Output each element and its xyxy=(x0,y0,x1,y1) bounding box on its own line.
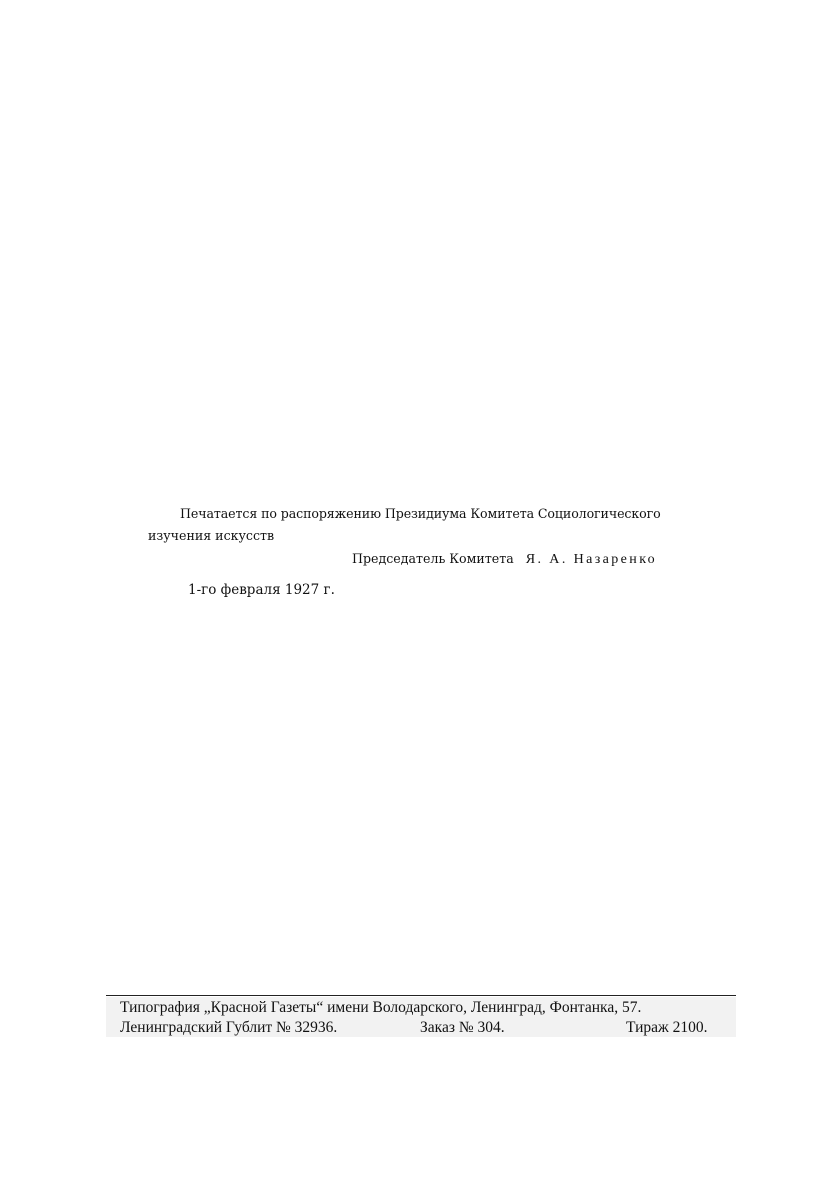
chairman-name: Я. А. Назаренко xyxy=(525,552,658,567)
imprint-divider xyxy=(106,995,736,996)
chairman-signature-line xyxy=(352,551,657,568)
gublit-number: Ленинградский Гублит № 32936. xyxy=(120,1019,338,1036)
approval-date: 1-го февраля 1927 г. xyxy=(188,582,335,598)
approval-line-2: изучения искусств xyxy=(148,528,275,543)
chairman-title: Председатель Комитета xyxy=(352,551,514,566)
print-run: Тираж 2100. xyxy=(626,1019,708,1036)
order-number: Заказ № 304. xyxy=(420,1019,505,1036)
printing-house-line: Типография „Красной Газеты“ имени Володарского, Ленинград, Фонтанка, 57. xyxy=(120,999,642,1016)
approval-line-1: Печатается по распоряжению Президиума Комитета Социологического xyxy=(180,506,661,521)
